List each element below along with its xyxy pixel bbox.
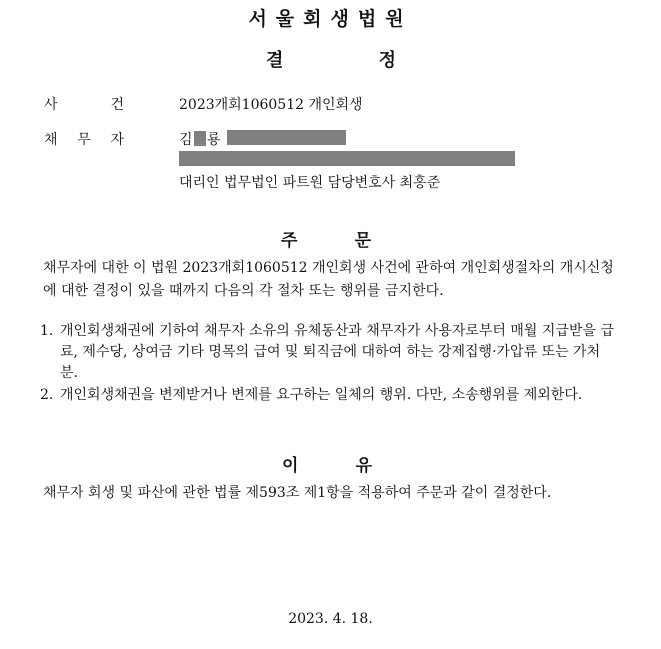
- document-title: [266, 46, 396, 72]
- order-item-text: 개인회생채권을 변제받거나 변제를 요구하는 일체의 행위. 다만, 소송행위를 제외한다.: [60, 387, 583, 403]
- reason-heading-char: 유: [355, 456, 372, 476]
- order-heading-char: 주: [281, 231, 298, 251]
- debtor-agent: 대리인 법무법인 파트원 담당변호사 최홍준: [179, 175, 441, 191]
- reason-heading: [282, 451, 372, 476]
- debtor-label-char: 무: [77, 132, 91, 148]
- order-heading-char: 문: [354, 231, 371, 251]
- document-title-char: 정: [378, 50, 396, 71]
- document-title-char: 결: [266, 50, 284, 71]
- debtor-label: [44, 129, 124, 149]
- reason-heading-char: 이: [282, 456, 299, 476]
- debtor-name-last: 룡: [207, 132, 221, 148]
- order-item: [40, 385, 618, 406]
- court-name: 서울회생법원: [248, 8, 413, 30]
- order-item-number: 1.: [40, 323, 54, 339]
- case-label-char: 사: [44, 97, 58, 113]
- redaction-box: [179, 151, 515, 166]
- order-intro: 채무자에 대한 이 법원 2023개회1060512 개인회생 사건에 관하여 개인회생절차의 개시신청에 대한 결정이 있을 때까지 다음의 각 절차 또는 행위를 금지한다.: [43, 260, 614, 299]
- debtor-name-first: 김: [179, 132, 193, 148]
- debtor-label-char: 자: [110, 132, 124, 148]
- debtor-label-char: 채: [44, 132, 58, 148]
- decision-date: 2023. 4. 18.: [288, 611, 373, 627]
- order-item: [40, 321, 618, 384]
- reason-text: 채무자 회생 및 파산에 관한 법률 제593조 제1항을 적용하여 주문과 같이 결정한다.: [43, 485, 552, 501]
- redaction-box: [194, 131, 206, 146]
- case-label-char: 건: [110, 97, 124, 113]
- order-heading: [281, 226, 371, 251]
- case-label: [44, 94, 124, 114]
- case-number: 2023개회1060512 개인회생: [179, 97, 363, 113]
- order-item-text: 개인회생채권에 기하여 채무자 소유의 유체동산과 채무자가 사용자로부터 매월 지급받을 급료, 제수당, 상여금 기타 명목의 급여 및 퇴직금에 대하여 하는 강제집행·가압류 또는 가처분.: [60, 323, 614, 381]
- redaction-box: [227, 130, 346, 145]
- order-item-number: 2.: [40, 387, 54, 403]
